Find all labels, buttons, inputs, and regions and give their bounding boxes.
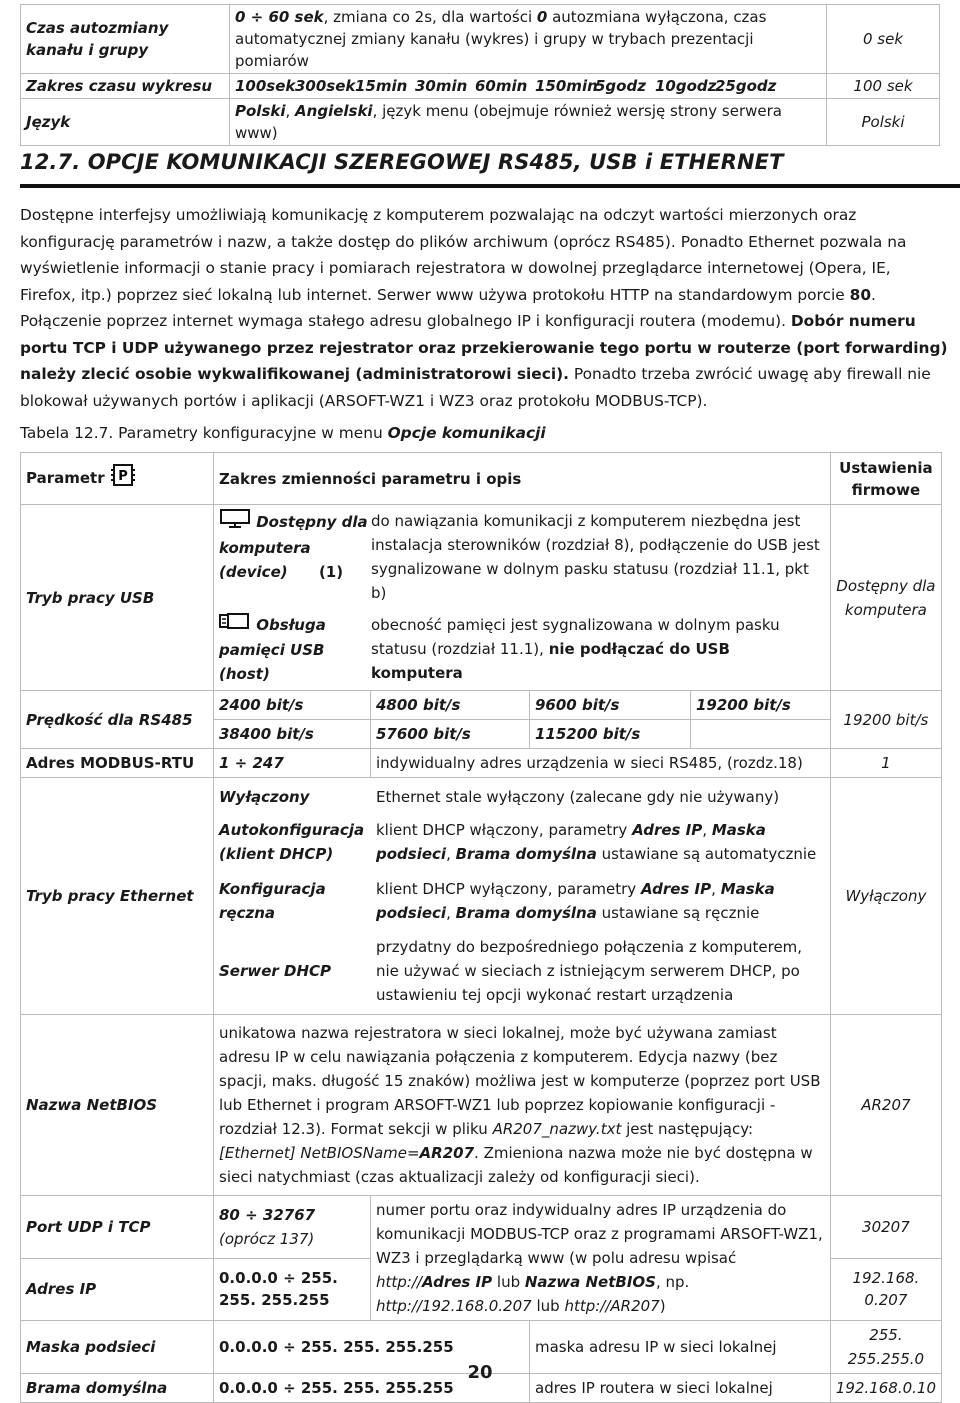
param-name: Tryb pracy USB (21, 505, 214, 691)
param-default: Polski (827, 99, 940, 146)
param-name: Brama domyślna (21, 1374, 214, 1403)
param-name: Adres IP (21, 1258, 214, 1321)
param-name: Język (21, 99, 230, 146)
table-row (21, 505, 942, 691)
table-row: Tryb pracy Ethernet Wyłączony Ethernet stale wyłączony (zalecane gdy nie używany) Autokonfiguracja (klient DHCP) klient DHCP włączony, parametry Adres IP, Maska podsieci, Brama domyślna ustawiane są automatycznie Konfiguracja ręczna klient DHCP wyłączony, parametry Adres IP, Maska podsieci, Brama domyślna ustawiane są ręcznie Serwer DHCP przydatny do bezpośredniego połączenia z komputerem, nie używać w sieciach z istniejącym serwerem DHCP, po ustawieniu tej opcji wykonać restart urządzenia Wyłączony (21, 778, 942, 1015)
param-default: 30207 (830, 1196, 941, 1259)
table-row: 38400 bit/s 57600 bit/s 115200 bit/s (21, 720, 942, 749)
section-rule (20, 184, 960, 188)
param-options: 100sek300sek15min 30min 60min 150min5godz 10godz25godz (230, 74, 827, 99)
param-desc: Polski, Angielski, język menu (obejmuje również wersję strony serwera www) (230, 99, 827, 146)
param-default: 255. 255.255.0 (830, 1321, 941, 1374)
table-row: Adres IP 0.0.0.0 ÷ 255. 255. 255.255 192.168. 0.207 (21, 1258, 942, 1321)
param-default: 192.168. 0.207 (830, 1258, 941, 1321)
table-row: Brama domyślna 0.0.0.0 ÷ 255. 255. 255.255 adres IP routera w sieci lokalnej 192.168.0.10 (21, 1374, 942, 1403)
page-number: 20 (467, 1362, 493, 1383)
param-default: Dostępny dla komputera (830, 505, 941, 691)
table-caption: Tabela 12.7. Parametry konfiguracyjne w menu Opcje komunikacji (20, 424, 546, 442)
intro-paragraph: Dostępne interfejsy umożliwiają komunikację z komputerem pozwalając na odczyt wartości mierzonych oraz konfigurację parametrów i nazw, a także dostęp do plików archiwum (oprócz RS485). Ponadto Ethernet pozwala na wyświetlenie informacji o stanie pracy i pomiarach rejestratora w dowolnej przeglądarce internetowej (Opera, IE, Firefox, itp.) poprzez sieć lokalną lub internet. Serwer www używa protokołu HTTP na standardowym porcie 80. Połączenie poprzez internet wymaga stałego adresu globalnego IP i konfiguracji routera (modemu). Dobór numeru portu TCP i UDP używanego przez rejestrator oraz przekierowanie tego portu w routerze (port forwarding) należy zlecić osobie wykwalifikowanej (administratorowi sieci). Ponadto trzeba zwrócić uwagę aby firewall nie blokował używanych portów i aplikacji (ARSOFT-WZ1 i WZ3 oraz protokołu MODBUS-TCP). (20, 206, 948, 410)
table-row (21, 74, 940, 99)
table-row: Port UDP i TCP 80 ÷ 32767 (oprócz 137) numer portu oraz indywidualny adres IP urządzenia do komunikacji MODBUS-TCP oraz z programami ARSOFT-WZ1, WZ3 i przeglądarką www (w polu adresu wpisać http://Adres IP lub Nazwa NetBIOS, np. http://192.168.0.207 lub http://AR207) 30207 (21, 1196, 942, 1259)
param-name: Tryb pracy Ethernet (21, 778, 214, 1015)
param-range: Dostępny dla komputera (device) (1) do nawiązania komunikacji z komputerem niezbędna jest instalacja sterowników (rozdział 8), podłączenie do USB jest sygnalizowane w dolnym pasku statusu (rozdział 11.1, pkt b) Obsługa pamięci USB (host) obecność pamięci jest sygnalizowana w dolnym pasku statusu (rozdział 11.1), nie podłączać do USB komputera (214, 505, 831, 691)
table-row (21, 99, 940, 146)
table-row (21, 5, 940, 74)
param-name: Adres MODBUS-RTU (21, 749, 214, 778)
param-default: 100 sek (827, 74, 940, 99)
param-default: 19200 bit/s (830, 691, 941, 749)
table-row: Prędkość dla RS485 2400 bit/s 4800 bit/s 9600 bit/s 19200 bit/s 19200 bit/s (21, 691, 942, 720)
header-range: Zakres zmienności parametru i opis (214, 453, 831, 505)
param-name: Prędkość dla RS485 (21, 691, 214, 749)
communication-options-table (20, 452, 942, 1403)
table-header-row (21, 453, 942, 505)
param-name: Nazwa NetBIOS (21, 1015, 214, 1196)
table-row: Maska podsieci 0.0.0.0 ÷ 255. 255. 255.255 maska adresu IP w sieci lokalnej 255. 255.255.0 (21, 1321, 942, 1374)
param-desc: 0 ÷ 60 sek, zmiana co 2s, dla wartości 0 autozmiana wyłączona, czas automatycznej zmiany kanału (wykres) i grupy w trybach prezentacji pomiarów (230, 5, 827, 74)
param-name: Czas autozmiany kanału i grupy (21, 5, 230, 74)
param-default: 0 sek (827, 5, 940, 74)
svg-text:P: P (118, 469, 128, 484)
param-default: Wyłączony (830, 778, 941, 1015)
header-default: Ustawienia firmowe (830, 453, 941, 505)
param-name: Zakres czasu wykresu (21, 74, 230, 99)
param-default: 1 (830, 749, 941, 778)
header-param: Parametr P (21, 453, 214, 505)
parameter-icon (110, 463, 136, 494)
table-row: Adres MODBUS-RTU 1 ÷ 247 indywidualny adres urządzenia w sieci RS485, (rozdz.18) 1 (21, 749, 942, 778)
computer-icon (219, 509, 251, 536)
section-title: 12.7. OPCJE KOMUNIKACJI SZEREGOWEJ RS485, USB i ETHERNET (20, 150, 784, 174)
param-default: 192.168.0.10 (830, 1374, 941, 1403)
param-default: AR207 (830, 1015, 941, 1196)
param-name: Maska podsieci (21, 1321, 214, 1374)
table-row: Nazwa NetBIOS unikatowa nazwa rejestratora w sieci lokalnej, może być używana zamiast adresu IP w celu nawiązania połączenia z komputerem. Edycja nazwy (bez spacji, maks. długość 15 znaków) możliwa jest w komputerze (poprzez port USB lub Ethernet i program ARSOFT-WZ1 lub poprzez kopiowanie konfiguracji - rozdział 12.3). Format sekcji w pliku AR207_nazwy.txt jest następujący: [Ethernet] NetBIOSName=AR207. Zmieniona nazwa może nie być dostępna w sieci natychmiast (czas aktualizacji zależy od konfiguracji sieci). AR207 (21, 1015, 942, 1196)
top-parameter-table (20, 4, 940, 146)
param-name: Port UDP i TCP (21, 1196, 214, 1259)
usb-memory-icon (219, 613, 251, 638)
